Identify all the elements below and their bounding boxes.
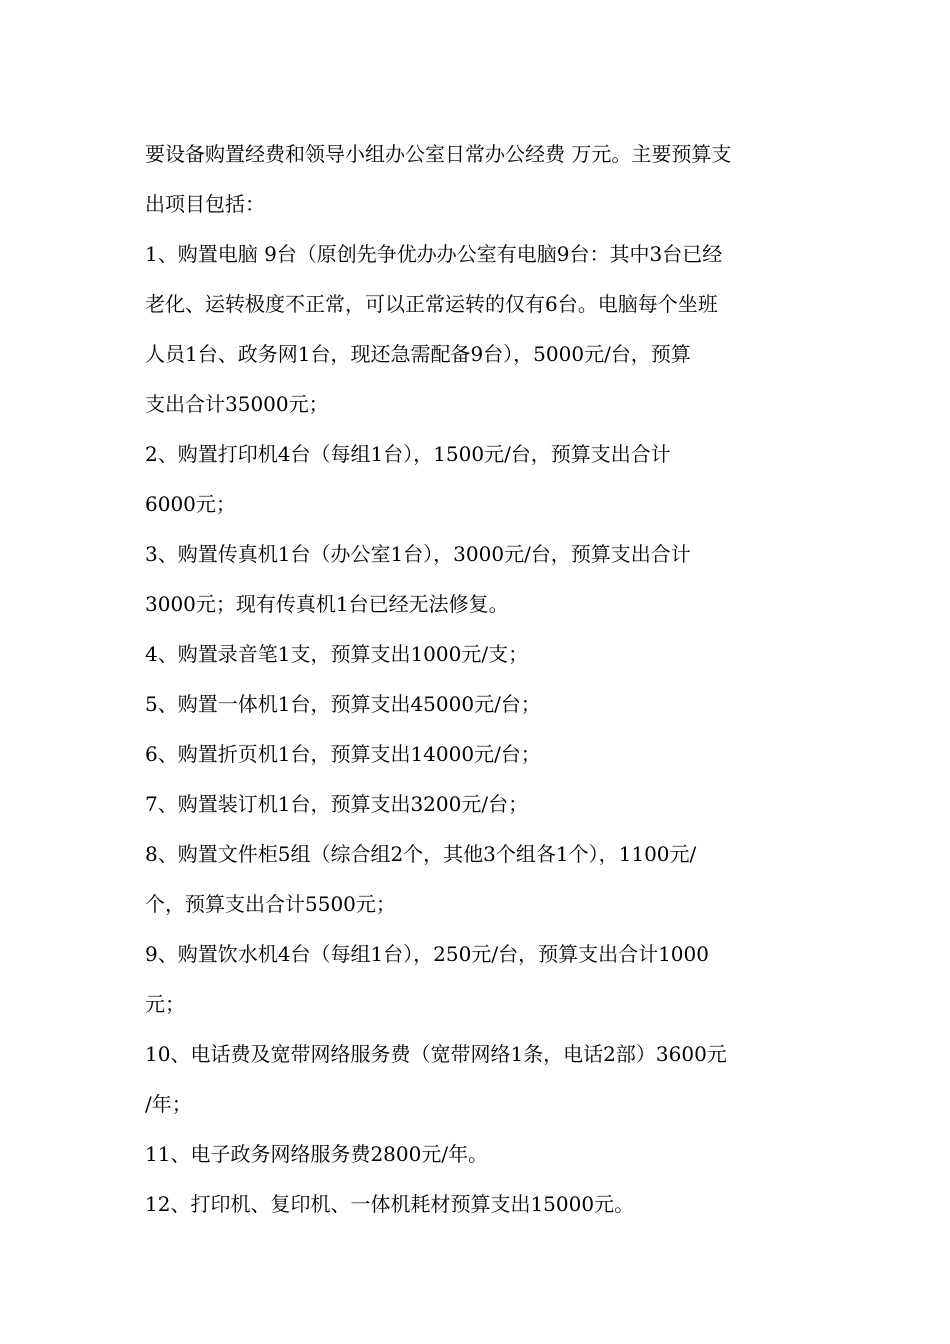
list-item-3-line-1: 3、购置传真机1台（办公室1台），3000元/台，预算支出合计	[145, 542, 691, 566]
list-item-2-line-2: 6000元；	[145, 492, 236, 516]
text-line: 要设备购置经费和领导小组办公室日常办公经费 万元。主要预算支	[145, 142, 732, 166]
list-item-4: 4、购置录音笔1支，预算支出1000元/支；	[145, 642, 529, 666]
list-item-11: 11、电子政务网络服务费2800元/年。	[145, 1142, 489, 1166]
list-item-9-line-1: 9、购置饮水机4台（每组1台），250元/台，预算支出合计1000	[145, 942, 709, 966]
list-item-6: 6、购置折页机1台，预算支出14000元/台；	[145, 742, 541, 766]
list-item-10-line-2: /年；	[145, 1092, 192, 1116]
list-item-12: 12、打印机、复印机、一体机耗材预算支出15000元。	[145, 1192, 635, 1216]
list-item-8-line-1: 8、购置文件柜5组（综合组2个，其他3个组各1个），1100元/	[145, 842, 697, 866]
list-item-1-line-4: 支出合计35000元；	[145, 392, 329, 416]
list-item-2-line-1: 2、购置打印机4台（每组1台），1500元/台，预算支出合计	[145, 442, 671, 466]
document-body	[145, 129, 810, 1229]
list-item-3-line-2: 3000元；现有传真机1台已经无法修复。	[145, 592, 509, 616]
list-item-7: 7、购置装订机1台，预算支出3200元/台；	[145, 792, 529, 816]
list-item-1-line-1: 1、购置电脑 9台（原创先争优办办公室有电脑9台：其中3台已经	[145, 242, 723, 266]
text-line: 出项目包括：	[145, 192, 265, 216]
list-item-10-line-1: 10、电话费及宽带网络服务费（宽带网络1条，电话2部）3600元	[145, 1042, 727, 1066]
list-item-9-line-2: 元；	[145, 992, 185, 1016]
list-item-1-line-2: 老化、运转极度不正常，可以正常运转的仅有6台。电脑每个坐班	[145, 292, 718, 316]
list-item-8-line-2: 个，预算支出合计5500元；	[145, 892, 396, 916]
list-item-1-line-3: 人员1台、政务网1台，现还急需配备9台），5000元/台，预算	[145, 342, 691, 366]
list-item-5: 5、购置一体机1台，预算支出45000元/台；	[145, 692, 541, 716]
